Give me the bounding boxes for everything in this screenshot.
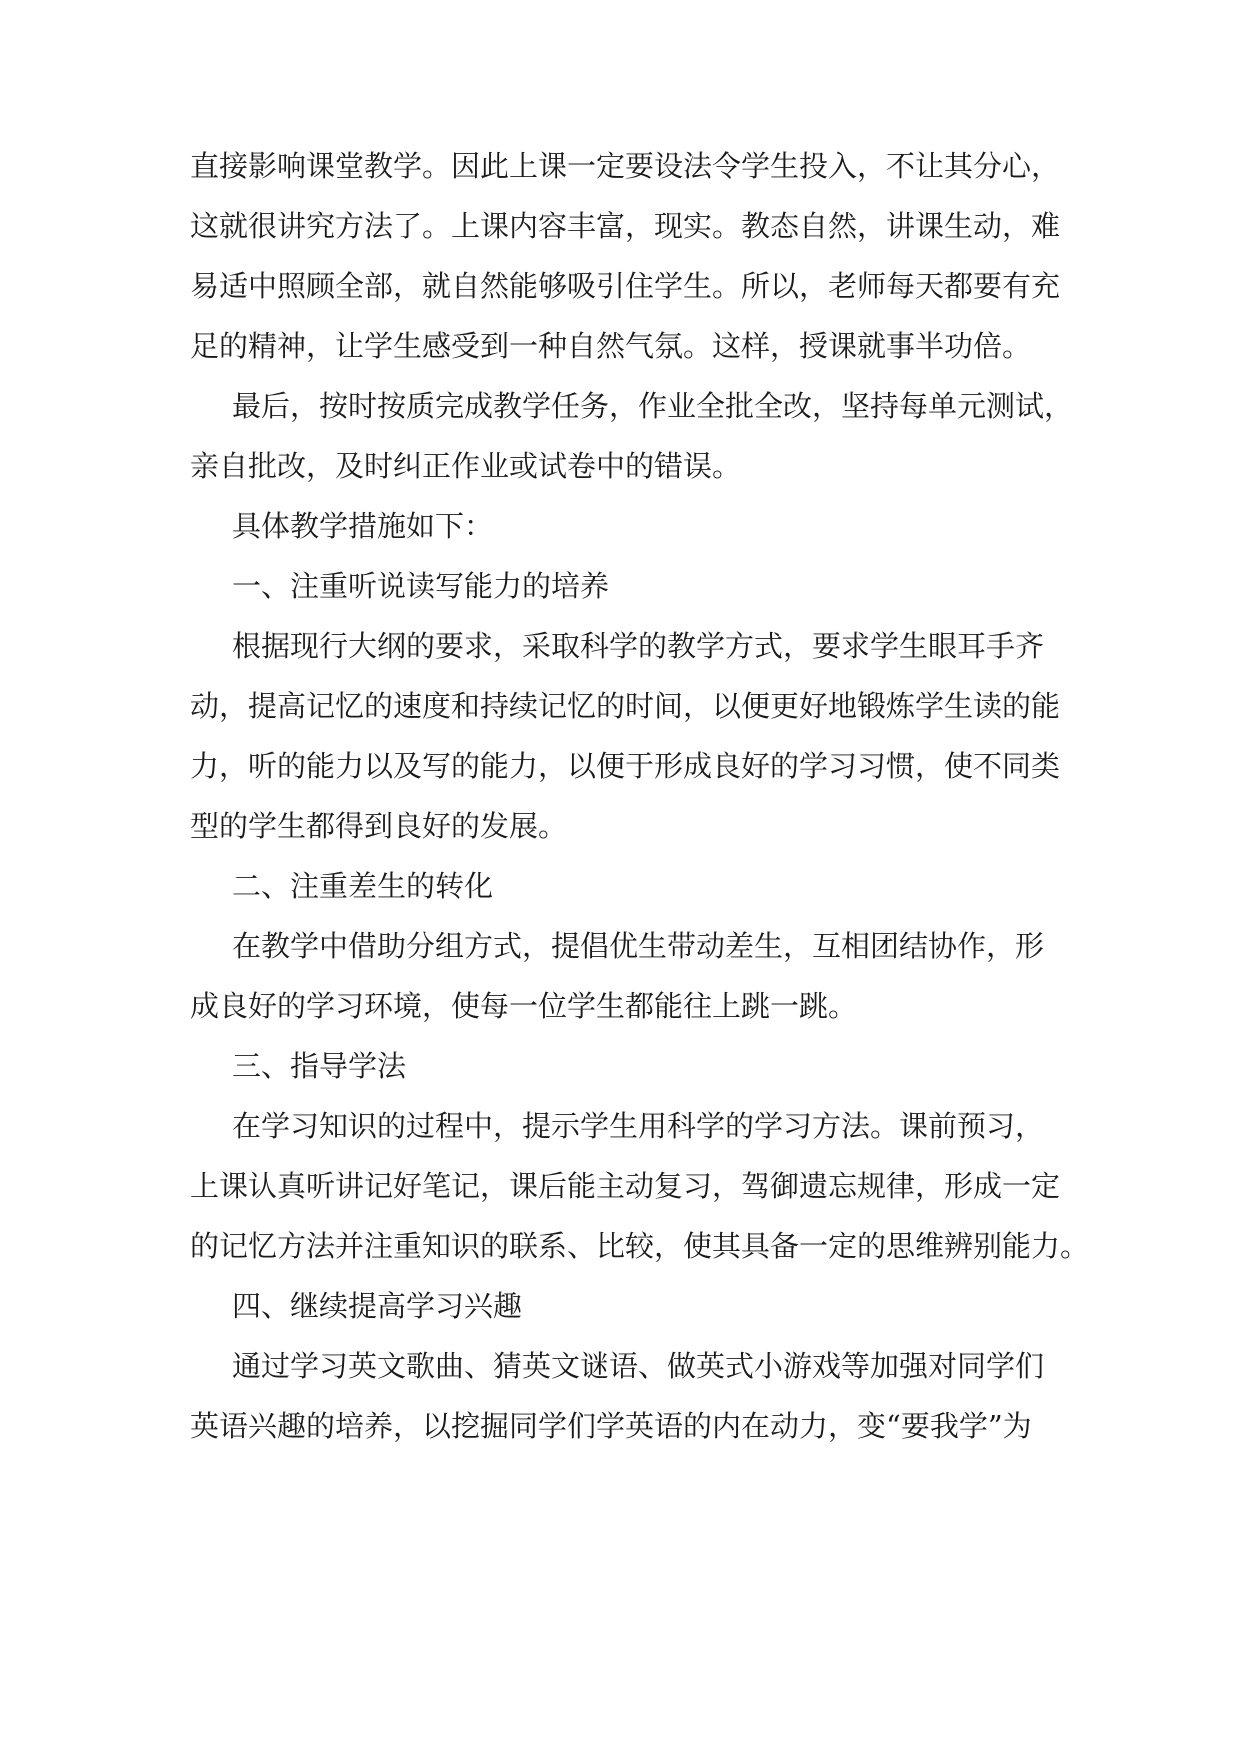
section-heading: 一、注重听说读写能力的培养: [232, 569, 610, 603]
text-line: 具体教学措施如下：: [232, 509, 494, 543]
section-heading: 二、注重差生的转化: [232, 869, 494, 903]
text-line: 直接影响课堂教学。因此上课一定要设法令学生投入，不让其分心，: [190, 149, 1061, 183]
text-line: 这就很讲究方法了。上课内容丰富，现实。教态自然，讲课生动，难: [190, 209, 1061, 243]
text-line: 通过学习英文歌曲、猜英文谜语、做英式小游戏等加强对同学们: [232, 1349, 1045, 1383]
text-line: 在教学中借助分组方式，提倡优生带动差生，互相团结协作，形: [232, 929, 1045, 963]
text-line: 型的学生都得到良好的发展。: [190, 809, 568, 843]
text-line: 易适中照顾全部，就自然能够吸引住学生。所以，老师每天都要有充: [190, 269, 1061, 303]
text-line: 的记忆方法并注重知识的联系、比较，使其具备一定的思维辨别能力。: [190, 1229, 1090, 1263]
text-line: 上课认真听讲记好笔记，课后能主动复习，驾御遗忘规律，形成一定: [190, 1169, 1061, 1203]
text-line: 最后，按时按质完成教学任务，作业全批全改，坚持每单元测试，: [232, 389, 1074, 423]
text-line: 在学习知识的过程中，提示学生用科学的学习方法。课前预习，: [232, 1109, 1045, 1143]
text-line: 成良好的学习环境，使每一位学生都能往上跳一跳。: [190, 989, 858, 1023]
text-line: 动，提高记忆的速度和持续记忆的时间，以便更好地锻炼学生读的能: [190, 689, 1061, 723]
text-line: 亲自批改，及时纠正作业或试卷中的错误。: [190, 449, 742, 483]
text-line: 力，听的能力以及写的能力，以便于形成良好的学习习惯，使不同类: [190, 749, 1061, 783]
text-line: 英语兴趣的培养，以挖掘同学们学英语的内在动力，变“要我学”为: [190, 1409, 1032, 1443]
section-heading: 四、继续提高学习兴趣: [232, 1289, 523, 1323]
text-line: 根据现行大纲的要求，采取科学的教学方式，要求学生眼耳手齐: [232, 629, 1045, 663]
text-line: 足的精神，让学生感受到一种自然气氛。这样，授课就事半功倍。: [190, 329, 1032, 363]
section-heading: 三、指导学法: [232, 1049, 407, 1083]
